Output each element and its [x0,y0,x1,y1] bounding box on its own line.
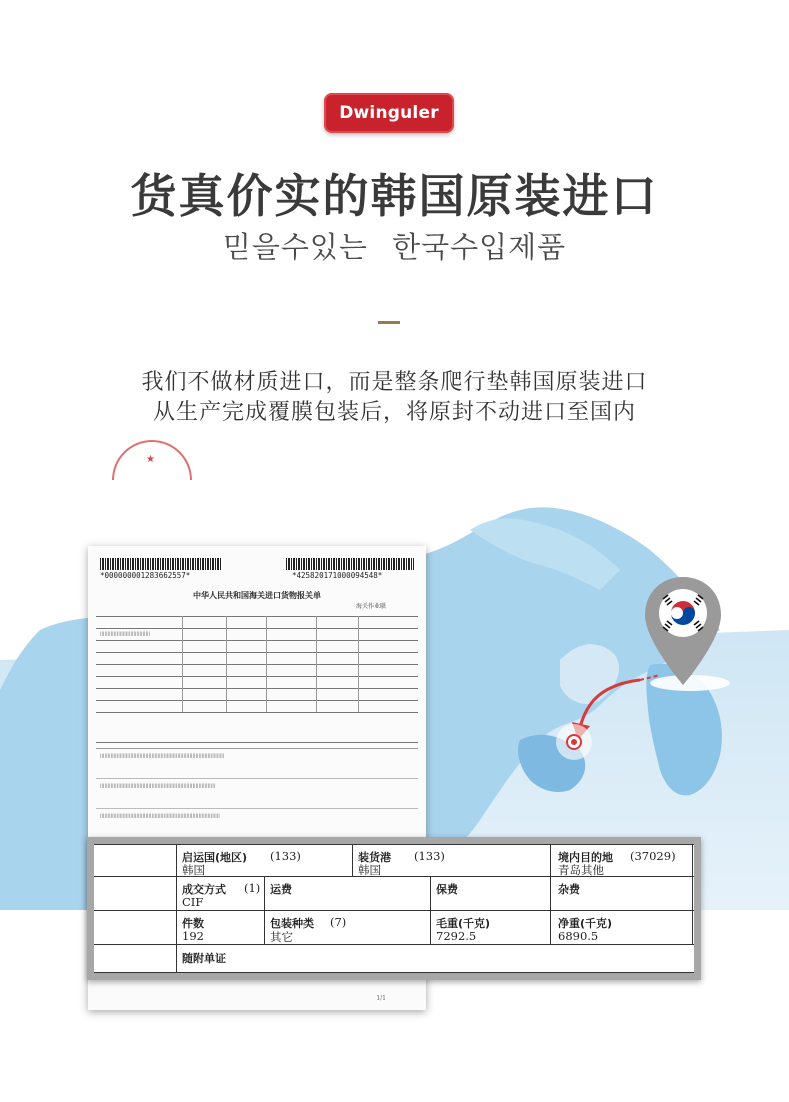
pieces-label: 件数 [182,917,204,930]
barcode-right-number: *425820171000094548* [292,571,383,580]
barcode-left-number: *000000001283662557* [100,571,191,580]
domestic-destination-code: (37029) [630,849,676,863]
package-type-value: 其它 [270,930,293,944]
gross-weight-value: 7292.5 [436,929,477,943]
freight-label: 运费 [270,883,292,896]
transaction-mode-code: (1) [244,881,261,895]
stamp-star-icon: ★ [146,454,155,465]
package-type-code: (7) [330,915,347,929]
loading-port-value: 韩国 [358,863,381,877]
document-page-number: 1/1 [376,995,386,1002]
brand-logo-text: Dwinguler [339,103,439,123]
document-barcodes [96,558,418,580]
zoomed-declaration-table [94,844,694,973]
page-title: 货真价实的韩国原装进口 [130,169,659,223]
transaction-mode-label: 成交方式 [182,883,226,896]
document-form-grid: ||||||||||||||||||||||||||||||||| |||||||||||||||||||||||||||||||||||||||||||||||||||||||||||||||||||||||||||||||||| |||||||||||||||||||||||||||||||||||||||||||||||||||||||||||||||||||||||||||| ||||||||||||||||||||||||||||||||||||||||||||||||||||||||||||||||||||||||||||||| [96,608,418,988]
insurance-label: 保费 [436,883,458,896]
origin-country-value: 韩国 [182,863,205,877]
document-title: 中华人民共和国海关进口货物报关单 [193,590,321,600]
description-line-2: 从生产完成覆膜包装后，将原封不动进口至国内 [152,400,636,425]
net-weight-label: 净重(千克) [558,917,613,930]
page-subtitle: 믿을수있는 한국수입제품 [222,230,567,264]
title-divider [378,321,400,324]
loading-port-label: 装货港 [358,851,391,864]
description-line-1: 我们不做材质进口，而是整条爬行垫韩国原装进口 [141,370,648,395]
barcode-left [100,558,222,570]
package-type-label: 包装种类 [270,917,314,930]
origin-country-label: 启运国(地区) [182,851,248,864]
gross-weight-label: 毛重(千克) [436,917,491,930]
domestic-destination-value: 青岛其他 [558,863,604,877]
domestic-destination-label: 境内目的地 [558,851,613,864]
transaction-mode-value: CIF [182,895,204,909]
misc-fees-label: 杂费 [558,883,580,896]
document-note: 海关作业联 [355,603,386,610]
qingdao-marker-dot [571,739,577,745]
net-weight-value: 6890.5 [558,929,599,943]
origin-country-code: (133) [270,849,301,863]
korea-flag-pin-icon [641,573,725,691]
zoomed-declaration-panel [87,837,701,980]
pieces-value: 192 [182,929,204,943]
brand-logo [324,93,454,133]
loading-port-code: (133) [414,849,445,863]
barcode-right [286,558,414,570]
attached-documents-label: 随附单证 [182,952,226,965]
